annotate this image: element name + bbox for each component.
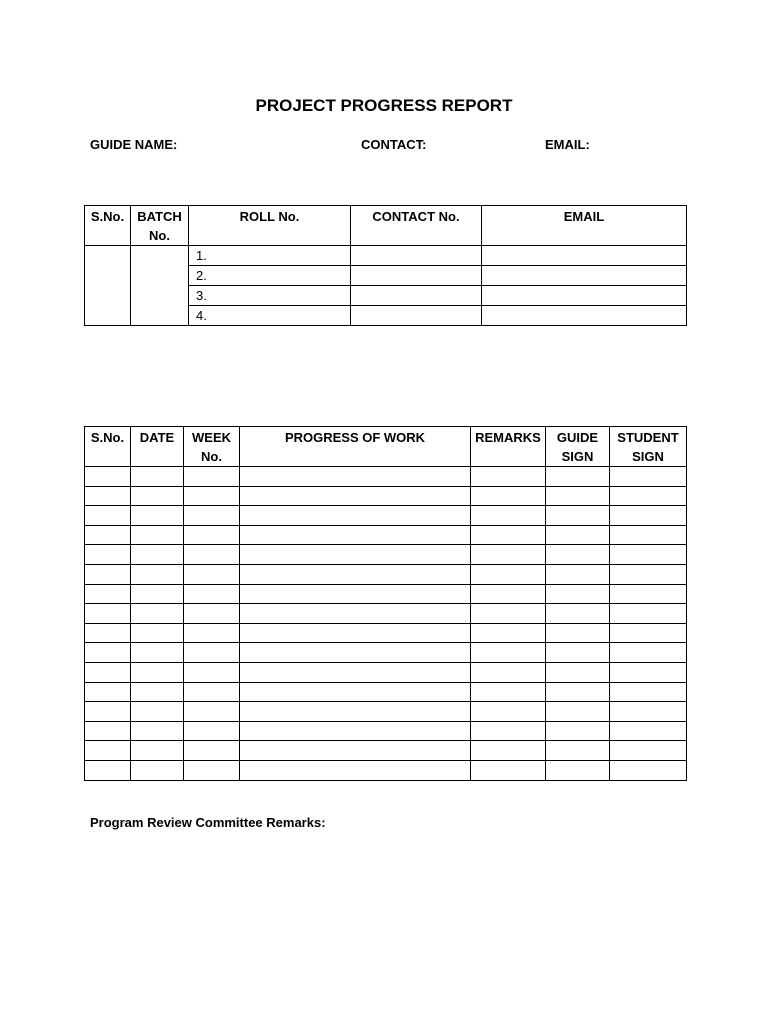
sno-cell[interactable] — [85, 623, 131, 643]
table-row — [85, 584, 687, 604]
week-no-cell[interactable] — [184, 721, 240, 741]
week-no-cell[interactable] — [184, 525, 240, 545]
progress-of-work-cell[interactable] — [240, 486, 471, 506]
sno-cell[interactable] — [85, 545, 131, 565]
week-no-cell[interactable] — [184, 584, 240, 604]
team-header-email: EMAIL — [482, 206, 687, 246]
sno-cell[interactable] — [85, 467, 131, 487]
progress-of-work-cell[interactable] — [240, 623, 471, 643]
sno-cell[interactable] — [85, 702, 131, 722]
roll-no-cell[interactable]: 3. — [189, 286, 351, 306]
progress-of-work-cell[interactable] — [240, 721, 471, 741]
team-header-batch-no: BATCH No. — [131, 206, 189, 246]
date-cell[interactable] — [131, 741, 184, 761]
student-sign-cell[interactable] — [610, 721, 687, 741]
student-sign-cell[interactable] — [610, 623, 687, 643]
sno-cell[interactable] — [85, 584, 131, 604]
guide-sign-cell[interactable] — [546, 682, 610, 702]
sno-cell[interactable] — [85, 760, 131, 780]
contact-no-cell[interactable] — [351, 286, 482, 306]
progress-of-work-cell[interactable] — [240, 545, 471, 565]
table-row — [85, 246, 687, 266]
remarks-cell[interactable] — [471, 702, 546, 722]
contact-label: CONTACT: — [361, 137, 427, 152]
team-batch-cell[interactable] — [131, 246, 189, 326]
progress-of-work-cell[interactable] — [240, 702, 471, 722]
week-no-cell[interactable] — [184, 760, 240, 780]
guide-sign-cell[interactable] — [546, 702, 610, 722]
date-cell[interactable] — [131, 506, 184, 526]
guide-sign-cell[interactable] — [546, 662, 610, 682]
team-sno-cell[interactable] — [85, 246, 131, 326]
page-title: PROJECT PROGRESS REPORT — [255, 96, 513, 115]
progress-header-week-no: WEEK No. — [184, 427, 240, 467]
guide-sign-cell[interactable] — [546, 486, 610, 506]
date-cell[interactable] — [131, 760, 184, 780]
progress-of-work-cell[interactable] — [240, 506, 471, 526]
guide-sign-cell[interactable] — [546, 643, 610, 663]
guide-sign-cell[interactable] — [546, 545, 610, 565]
week-no-cell[interactable] — [184, 545, 240, 565]
remarks-cell[interactable] — [471, 525, 546, 545]
committee-remarks-label: Program Review Committee Remarks: — [90, 815, 326, 830]
progress-of-work-cell[interactable] — [240, 604, 471, 624]
table-row — [85, 643, 687, 663]
date-cell[interactable] — [131, 721, 184, 741]
student-sign-cell[interactable] — [610, 506, 687, 526]
week-no-cell[interactable] — [184, 623, 240, 643]
remarks-cell[interactable] — [471, 584, 546, 604]
date-cell[interactable] — [131, 623, 184, 643]
week-no-cell[interactable] — [184, 604, 240, 624]
progress-of-work-cell[interactable] — [240, 643, 471, 663]
progress-of-work-cell[interactable] — [240, 760, 471, 780]
team-header-contact-no: CONTACT No. — [351, 206, 482, 246]
table-row — [85, 662, 687, 682]
sno-cell[interactable] — [85, 525, 131, 545]
team-header-sno: S.No. — [85, 206, 131, 246]
roll-no-cell[interactable]: 2. — [189, 266, 351, 286]
progress-of-work-cell[interactable] — [240, 741, 471, 761]
progress-of-work-cell[interactable] — [240, 662, 471, 682]
guide-sign-cell[interactable] — [546, 623, 610, 643]
team-table — [84, 205, 687, 326]
sno-cell[interactable] — [85, 662, 131, 682]
email-cell[interactable] — [482, 306, 687, 326]
date-cell[interactable] — [131, 486, 184, 506]
student-sign-cell[interactable] — [610, 545, 687, 565]
table-row — [85, 545, 687, 565]
table-row — [85, 702, 687, 722]
contact-no-cell[interactable] — [351, 266, 482, 286]
table-row — [85, 721, 687, 741]
table-row — [85, 682, 687, 702]
guide-sign-cell[interactable] — [546, 721, 610, 741]
progress-of-work-cell[interactable] — [240, 467, 471, 487]
table-row — [85, 604, 687, 624]
progress-table-header-row — [85, 427, 687, 467]
guide-sign-cell[interactable] — [546, 584, 610, 604]
remarks-cell[interactable] — [471, 741, 546, 761]
remarks-cell[interactable] — [471, 662, 546, 682]
week-no-cell[interactable] — [184, 564, 240, 584]
student-sign-cell[interactable] — [610, 760, 687, 780]
remarks-cell[interactable] — [471, 760, 546, 780]
progress-header-progress-of-work: PROGRESS OF WORK — [240, 427, 471, 467]
week-no-cell[interactable] — [184, 682, 240, 702]
student-sign-cell[interactable] — [610, 467, 687, 487]
progress-header-date: DATE — [131, 427, 184, 467]
progress-header-sno: S.No. — [85, 427, 131, 467]
progress-of-work-cell[interactable] — [240, 682, 471, 702]
student-sign-cell[interactable] — [610, 702, 687, 722]
guide-sign-cell[interactable] — [546, 506, 610, 526]
student-sign-cell[interactable] — [610, 682, 687, 702]
student-sign-cell[interactable] — [610, 486, 687, 506]
date-cell[interactable] — [131, 545, 184, 565]
student-sign-cell[interactable] — [610, 662, 687, 682]
table-row — [85, 467, 687, 487]
remarks-cell[interactable] — [471, 486, 546, 506]
table-row — [85, 506, 687, 526]
week-no-cell[interactable] — [184, 506, 240, 526]
date-cell[interactable] — [131, 584, 184, 604]
student-sign-cell[interactable] — [610, 741, 687, 761]
contact-no-cell[interactable] — [351, 306, 482, 326]
date-cell[interactable] — [131, 604, 184, 624]
table-row — [85, 525, 687, 545]
table-row — [85, 741, 687, 761]
sno-cell[interactable] — [85, 643, 131, 663]
email-cell[interactable] — [482, 266, 687, 286]
guide-sign-cell[interactable] — [546, 760, 610, 780]
table-row — [85, 564, 687, 584]
week-no-cell[interactable] — [184, 741, 240, 761]
progress-of-work-cell[interactable] — [240, 564, 471, 584]
date-cell[interactable] — [131, 682, 184, 702]
date-cell[interactable] — [131, 467, 184, 487]
student-sign-cell[interactable] — [610, 584, 687, 604]
sno-cell[interactable] — [85, 506, 131, 526]
remarks-cell[interactable] — [471, 623, 546, 643]
sno-cell[interactable] — [85, 741, 131, 761]
date-cell[interactable] — [131, 702, 184, 722]
guide-sign-cell[interactable] — [546, 564, 610, 584]
week-no-cell[interactable] — [184, 643, 240, 663]
guide-name-label: GUIDE NAME: — [90, 137, 178, 152]
student-sign-cell[interactable] — [610, 564, 687, 584]
email-cell[interactable] — [482, 246, 687, 266]
progress-of-work-cell[interactable] — [240, 525, 471, 545]
guide-sign-cell[interactable] — [546, 525, 610, 545]
table-row — [85, 486, 687, 506]
sno-cell[interactable] — [85, 604, 131, 624]
student-sign-cell[interactable] — [610, 525, 687, 545]
week-no-cell[interactable] — [184, 702, 240, 722]
contact-no-cell[interactable] — [351, 246, 482, 266]
guide-sign-cell[interactable] — [546, 741, 610, 761]
progress-header-student-sign: STUDENT SIGN — [610, 427, 687, 467]
date-cell[interactable] — [131, 564, 184, 584]
remarks-cell[interactable] — [471, 721, 546, 741]
roll-no-cell[interactable]: 4. — [189, 306, 351, 326]
student-sign-cell[interactable] — [610, 643, 687, 663]
guide-sign-cell[interactable] — [546, 467, 610, 487]
sno-cell[interactable] — [85, 486, 131, 506]
sno-cell[interactable] — [85, 682, 131, 702]
week-no-cell[interactable] — [184, 486, 240, 506]
remarks-cell[interactable] — [471, 506, 546, 526]
table-row — [85, 623, 687, 643]
progress-of-work-cell[interactable] — [240, 584, 471, 604]
remarks-cell[interactable] — [471, 682, 546, 702]
remarks-cell[interactable] — [471, 604, 546, 624]
remarks-cell[interactable] — [471, 564, 546, 584]
date-cell[interactable] — [131, 643, 184, 663]
progress-header-guide-sign: GUIDE SIGN — [546, 427, 610, 467]
progress-header-remarks: REMARKS — [471, 427, 546, 467]
team-table-header-row — [85, 206, 687, 246]
sno-cell[interactable] — [85, 721, 131, 741]
remarks-cell[interactable] — [471, 467, 546, 487]
sno-cell[interactable] — [85, 564, 131, 584]
team-header-roll-no: ROLL No. — [189, 206, 351, 246]
progress-table — [84, 426, 687, 781]
remarks-cell[interactable] — [471, 545, 546, 565]
guide-sign-cell[interactable] — [546, 604, 610, 624]
progress-table-body — [85, 467, 687, 781]
roll-no-cell[interactable]: 1. — [189, 246, 351, 266]
week-no-cell[interactable] — [184, 662, 240, 682]
table-row — [85, 760, 687, 780]
week-no-cell[interactable] — [184, 467, 240, 487]
email-label: EMAIL: — [545, 137, 590, 152]
remarks-cell[interactable] — [471, 643, 546, 663]
email-cell[interactable] — [482, 286, 687, 306]
student-sign-cell[interactable] — [610, 604, 687, 624]
date-cell[interactable] — [131, 525, 184, 545]
date-cell[interactable] — [131, 662, 184, 682]
